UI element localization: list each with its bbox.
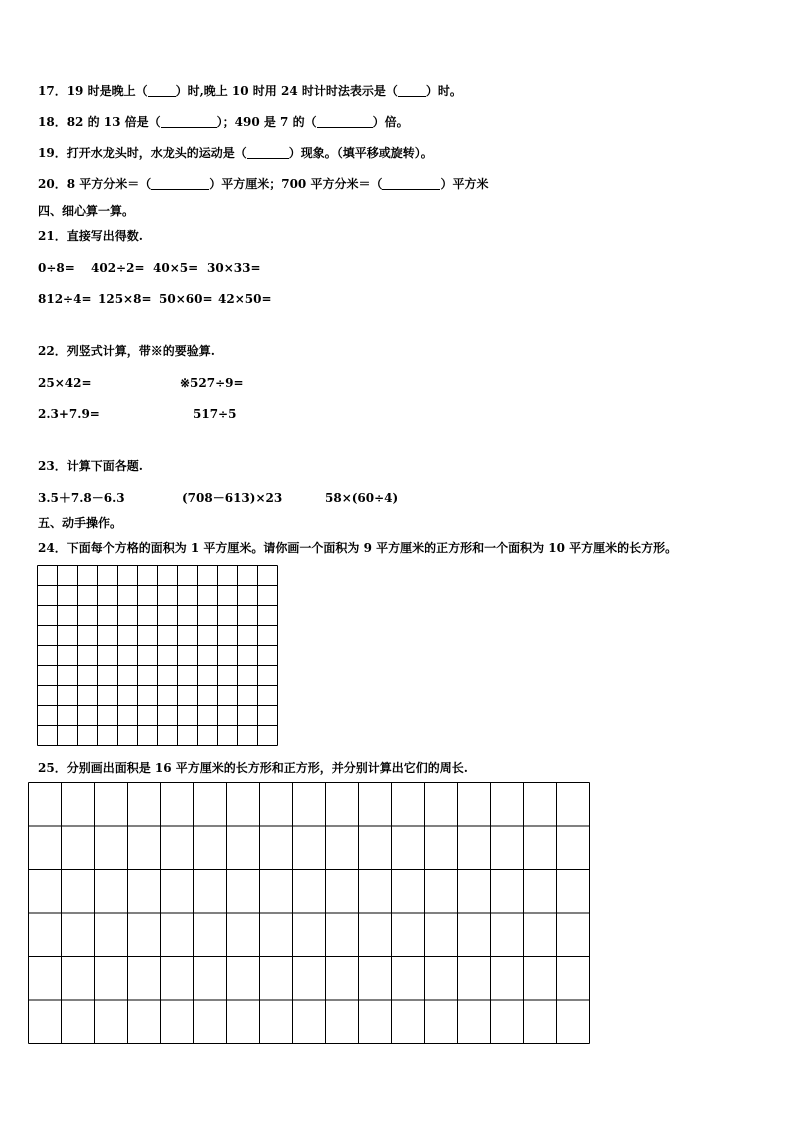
answer-blank[interactable] xyxy=(382,177,440,190)
square-grid-q24[interactable] xyxy=(37,565,281,749)
vertical-calc-item: 517÷5 xyxy=(193,407,237,421)
question-20: 20．8 平方分米＝（ ）平方厘米；700 平方分米＝（ ）平方米 xyxy=(38,177,489,191)
question-17: 17．19 时是晚上（ ）时,晚上 10 时用 24 时计时法表示是（ ）时。 xyxy=(38,84,462,98)
answer-blank[interactable] xyxy=(151,177,209,190)
oral-item: 402÷2= xyxy=(91,261,145,275)
question-24-title: 24．下面每个方格的面积为 1 平方厘米。请你画一个面积为 9 平方厘米的正方形和一个面积为 10 平方厘米的长方形。 xyxy=(38,541,678,555)
oral-item: 50×60= xyxy=(159,292,213,306)
oral-item: 125×8= xyxy=(98,292,152,306)
answer-blank[interactable] xyxy=(148,84,176,97)
calc-item: 3.5＋7.8－6.3 xyxy=(38,491,125,505)
question-23-title: 23．计算下面各题. xyxy=(38,459,143,473)
calc-item: (708－613)×23 xyxy=(182,491,283,505)
section-heading-5: 五、动手操作。 xyxy=(38,516,123,530)
oral-item: 40×5= xyxy=(153,261,199,275)
answer-blank[interactable] xyxy=(247,146,289,159)
section-heading-4: 四、细心算一算。 xyxy=(38,204,135,218)
question-22-title: 22．列竖式计算，带※的要验算. xyxy=(38,344,215,358)
answer-blank[interactable] xyxy=(317,115,373,128)
square-grid-q25[interactable] xyxy=(28,782,593,1045)
answer-blank[interactable] xyxy=(398,84,426,97)
oral-item: 42×50= xyxy=(218,292,272,306)
question-21-title: 21．直接写出得数. xyxy=(38,229,143,243)
vertical-calc-item: ※527÷9= xyxy=(180,376,244,390)
vertical-calc-item: 25×42= xyxy=(38,376,92,390)
calc-item: 58×(60÷4) xyxy=(325,491,399,505)
oral-item: 30×33= xyxy=(207,261,261,275)
answer-blank[interactable] xyxy=(161,115,217,128)
question-25-title: 25．分别画出面积是 16 平方厘米的长方形和正方形，并分别计算出它们的周长. xyxy=(38,761,468,775)
oral-item: 0÷8= xyxy=(38,261,75,275)
question-18: 18．82 的 13 倍是（ ）；490 是 7 的（ ）倍。 xyxy=(38,115,409,129)
oral-item: 812÷4= xyxy=(38,292,92,306)
question-19: 19．打开水龙头时，水龙头的运动是（ ）现象。（填平移或旋转）。 xyxy=(38,146,433,160)
vertical-calc-item: 2.3+7.9= xyxy=(38,407,100,421)
